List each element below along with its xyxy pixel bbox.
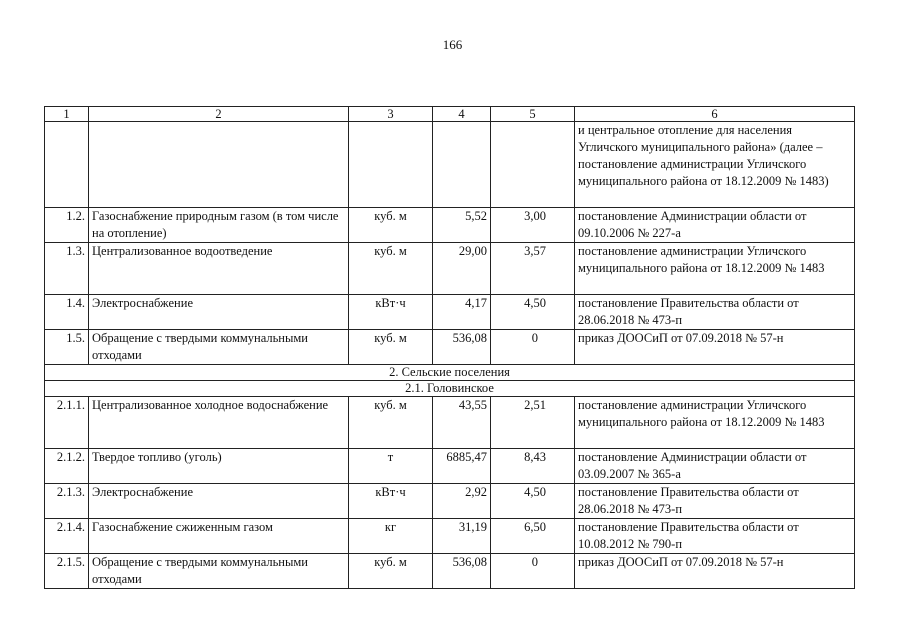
service-name: Газоснабжение природным газом (в том числе на отопление) <box>89 208 349 243</box>
table-row <box>45 295 855 330</box>
subsection-title: 2.1. Головинское <box>45 381 855 397</box>
unit: кВт·ч <box>349 295 433 330</box>
table-row <box>45 330 855 365</box>
service-name: Централизованное водоотведение <box>89 243 349 295</box>
tariff-value: 3,57 <box>491 243 575 295</box>
service-name: Обращение с твердыми коммунальными отходами <box>89 330 349 365</box>
legal-basis: постановление Правительства области от 28.06.2018 № 473-п <box>575 295 855 330</box>
table-row <box>45 484 855 519</box>
tariff-value: 4,50 <box>491 484 575 519</box>
norm-value: 6885,47 <box>433 449 491 484</box>
tariff-value: 2,51 <box>491 397 575 449</box>
service-name: Централизованное холодное водоснабжение <box>89 397 349 449</box>
tariff-value: 6,50 <box>491 519 575 554</box>
service-name <box>89 122 349 208</box>
tariff-value: 8,43 <box>491 449 575 484</box>
unit: куб. м <box>349 397 433 449</box>
header-row <box>45 107 855 122</box>
tariff-value: 0 <box>491 330 575 365</box>
tariff-value: 3,00 <box>491 208 575 243</box>
row-number: 2.1.5. <box>45 554 89 589</box>
row-number: 1.3. <box>45 243 89 295</box>
legal-basis: постановление Администрации области от 03.09.2007 № 365-а <box>575 449 855 484</box>
unit: куб. м <box>349 208 433 243</box>
row-number: 2.1.2. <box>45 449 89 484</box>
header-cell: 4 <box>433 107 491 122</box>
row-number: 2.1.4. <box>45 519 89 554</box>
table-row <box>45 519 855 554</box>
legal-basis: постановление администрации Угличского муниципального района от 18.12.2009 № 1483 <box>575 397 855 449</box>
subsection-row <box>45 381 855 397</box>
legal-basis: постановление администрации Угличского муниципального района от 18.12.2009 № 1483 <box>575 243 855 295</box>
unit: куб. м <box>349 554 433 589</box>
legal-basis: постановление Правительства области от 10.08.2012 № 790-п <box>575 519 855 554</box>
norm-value: 4,17 <box>433 295 491 330</box>
page-number: 166 <box>442 37 463 52</box>
legal-basis: постановление Правительства области от 28.06.2018 № 473-п <box>575 484 855 519</box>
service-name: Твердое топливо (уголь) <box>89 449 349 484</box>
row-number: 2.1.1. <box>45 397 89 449</box>
legal-basis: и центральное отопление для населения Угличского муниципального района» (далее – постановление администрации Угличского муниципального района от 18.12.2009 № 1483) <box>575 122 855 208</box>
table-row <box>45 449 855 484</box>
unit: кВт·ч <box>349 484 433 519</box>
service-name: Электроснабжение <box>89 295 349 330</box>
norm-value: 31,19 <box>433 519 491 554</box>
table-row <box>45 208 855 243</box>
row-number: 1.5. <box>45 330 89 365</box>
header-cell: 2 <box>89 107 349 122</box>
norm-value: 29,00 <box>433 243 491 295</box>
norm-value: 536,08 <box>433 330 491 365</box>
table-row <box>45 243 855 295</box>
unit: куб. м <box>349 243 433 295</box>
legal-basis: приказ ДООСиП от 07.09.2018 № 57-н <box>575 554 855 589</box>
header-cell: 5 <box>491 107 575 122</box>
tariff-value: 4,50 <box>491 295 575 330</box>
unit: т <box>349 449 433 484</box>
row-number <box>45 122 89 208</box>
unit: кг <box>349 519 433 554</box>
norm-value: 5,52 <box>433 208 491 243</box>
service-name: Обращение с твердыми коммунальными отходами <box>89 554 349 589</box>
table-row <box>45 122 855 208</box>
tariff-value: 0 <box>491 554 575 589</box>
section-title: 2. Сельские поселения <box>45 365 855 381</box>
legal-basis: приказ ДООСиП от 07.09.2018 № 57-н <box>575 330 855 365</box>
service-name: Газоснабжение сжиженным газом <box>89 519 349 554</box>
header-cell: 1 <box>45 107 89 122</box>
norm-value: 536,08 <box>433 554 491 589</box>
table-row <box>45 397 855 449</box>
row-number: 2.1.3. <box>45 484 89 519</box>
header-cell: 6 <box>575 107 855 122</box>
norm-value <box>433 122 491 208</box>
tariff-table <box>44 106 855 589</box>
row-number: 1.4. <box>45 295 89 330</box>
table-row <box>45 554 855 589</box>
section-row <box>45 365 855 381</box>
norm-value: 2,92 <box>433 484 491 519</box>
legal-basis: постановление Администрации области от 09.10.2006 № 227-а <box>575 208 855 243</box>
unit: куб. м <box>349 330 433 365</box>
header-cell: 3 <box>349 107 433 122</box>
service-name: Электроснабжение <box>89 484 349 519</box>
unit <box>349 122 433 208</box>
norm-value: 43,55 <box>433 397 491 449</box>
tariff-value <box>491 122 575 208</box>
row-number: 1.2. <box>45 208 89 243</box>
